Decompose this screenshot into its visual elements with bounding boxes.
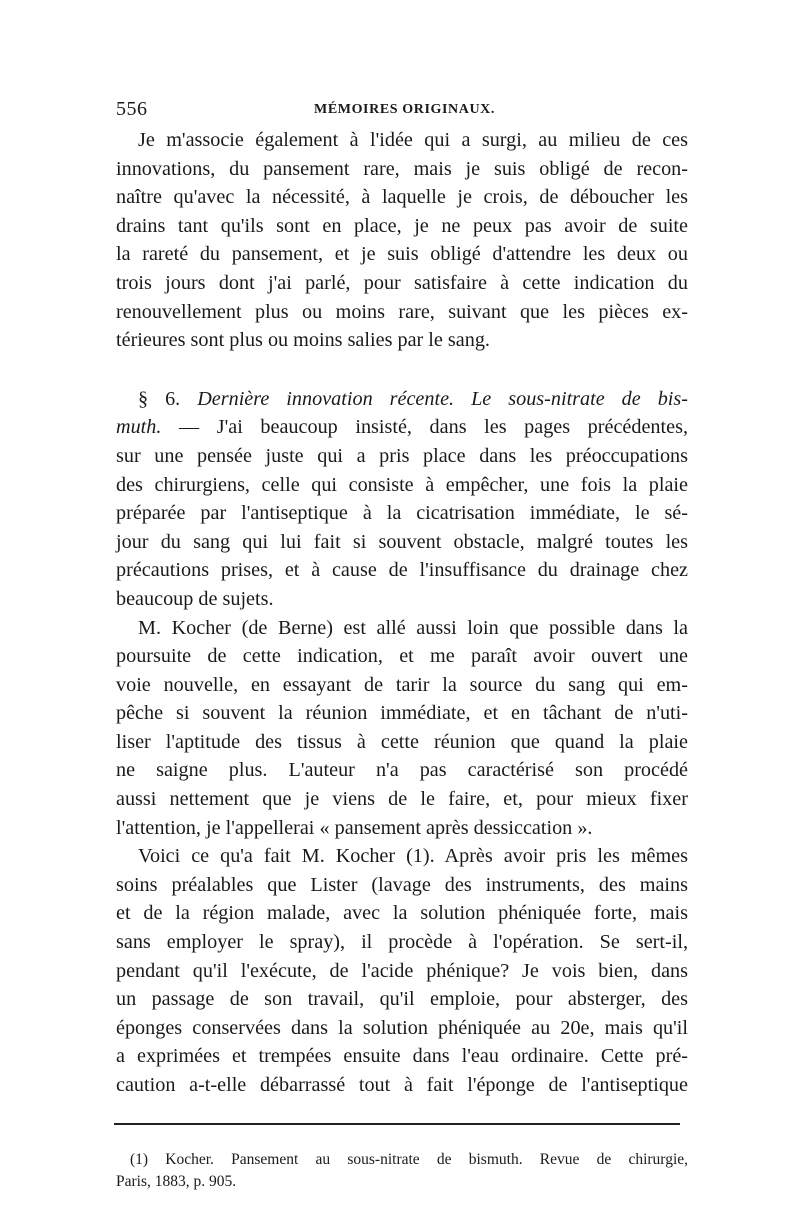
paragraph-4 — [116, 842, 688, 1099]
text-line: drains tant qu'ils sont en place, je ne peux pas avoir de suite — [116, 214, 688, 237]
footnote — [116, 1149, 688, 1193]
paragraph-3 — [116, 614, 688, 843]
text-line: et de la région malade, avec la solution phéniquée forte, mais — [116, 902, 688, 925]
text-line: M. Kocher (de Berne) est allé aussi loin que possible dans la — [138, 616, 688, 639]
text-line: ne saigne plus. L'auteur n'a pas caractérisé son procédé — [116, 759, 688, 782]
text-line: naître qu'avec la nécessité, à laquelle je crois, de déboucher les — [116, 186, 688, 209]
section-number: § 6. — [138, 387, 181, 410]
text-line: poursuite de cette indication, et me paraît avoir ouvert une — [116, 645, 688, 668]
footnote-divider — [114, 1123, 680, 1125]
footnote-line: (1) Kocher. Pansement au sous-nitrate de bismuth. Revue de chirurgie, — [130, 1150, 688, 1168]
text-line: beaucoup de sujets. — [116, 587, 274, 610]
section-title: Dernière innovation récente. Le sous-nitrate de bis- — [197, 387, 688, 410]
text-line: préparée par l'antiseptique à la cicatrisation immédiate, le sé- — [116, 502, 688, 525]
paragraph-1 — [116, 126, 688, 355]
text-line: la rareté du pansement, et je suis obligé d'attendre les deux ou — [116, 243, 688, 266]
text-line: innovations, du pansement rare, mais je suis obligé de recon- — [116, 157, 688, 180]
text-line: sur une pensée juste qui a pris place dans les préoccupations — [116, 444, 688, 467]
text-line: jour du sang qui lui fait si souvent obstacle, malgré toutes les — [116, 530, 688, 553]
section-text-start: — J'ai beaucoup insisté, dans les pages précédentes, — [161, 416, 688, 439]
section-title-end: muth. — [116, 416, 162, 439]
book-page — [116, 96, 688, 1193]
section-heading-line — [116, 385, 688, 414]
section-6 — [116, 385, 688, 614]
text-line: pendant qu'il l'exécute, de l'acide phénique? Je vois bien, dans — [116, 959, 688, 982]
text-line: pêche si souvent la réunion immédiate, et en tâchant de n'uti- — [116, 702, 688, 725]
text-line: aussi nettement que je viens de le faire, et, pour mieux fixer — [116, 788, 688, 811]
running-title: MÉMOIRES ORIGINAUX. — [314, 102, 495, 117]
text-line: l'attention, je l'appellerai « pansement après dessiccation ». — [116, 816, 593, 839]
text-line: renouvellement plus ou moins rare, suivant que les pièces ex- — [116, 300, 688, 323]
page-header — [116, 96, 688, 126]
text-line: a exprimées et trempées ensuite dans l'eau ordinaire. Cette pré- — [116, 1045, 688, 1068]
section-gap — [116, 355, 688, 385]
text-line: soins préalables que Lister (lavage des instruments, des mains — [116, 873, 688, 896]
text-line: un passage de son travail, qu'il emploie, pour absterger, des — [116, 988, 688, 1011]
text-line: Je m'associe également à l'idée qui a surgi, au milieu de ces — [138, 129, 688, 151]
text-line — [116, 413, 688, 442]
text-line: précautions prises, et à cause de l'insuffisance du drainage chez — [116, 559, 688, 582]
text-line: voie nouvelle, en essayant de tarir la source du sang qui em- — [116, 673, 688, 696]
page-number: 556 — [116, 98, 148, 120]
text-line: térieures sont plus ou moins salies par le sang. — [116, 329, 490, 352]
footnote-line: Paris, 1883, p. 905. — [116, 1172, 237, 1190]
text-line: trois jours dont j'ai parlé, pour satisfaire à cette indication du — [116, 271, 688, 294]
text-line: sans employer le spray), il procède à l'opération. Se sert-il, — [116, 931, 688, 954]
text-line: Voici ce qu'a fait M. Kocher (1). Après avoir pris les mêmes — [138, 845, 688, 868]
text-line: éponges conservées dans la solution phéniquée au 20e, mais qu'il — [116, 1016, 688, 1039]
text-line: caution a-t-elle débarrassé tout à fait l'éponge de l'antiseptique — [116, 1074, 688, 1096]
text-line: liser l'aptitude des tissus à cette réunion que quand la plaie — [116, 730, 688, 753]
text-line: des chirurgiens, celle qui consiste à empêcher, une fois la plaie — [116, 473, 688, 496]
